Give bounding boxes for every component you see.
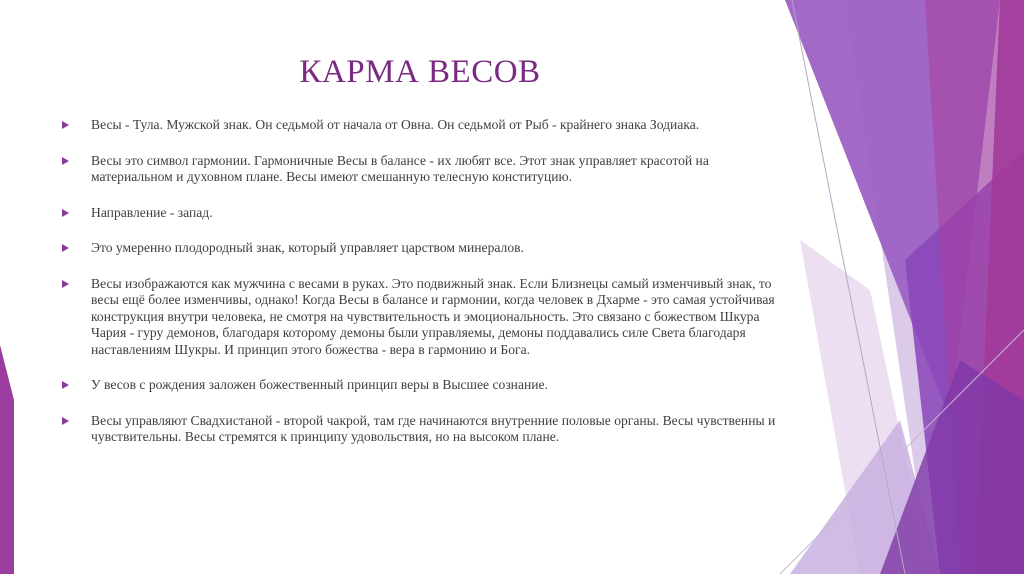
- triangle-bullet-icon: [62, 244, 69, 252]
- triangle-bullet-icon: [62, 381, 69, 389]
- bullet-text: Весы это символ гармонии. Гармоничные Весы в балансе - их любят все. Этот знак управляет красотой на материальном и духовном плане. Весы имеют смешанную телесную конституцию.: [91, 152, 709, 184]
- triangle-bullet-icon: [62, 280, 69, 288]
- slide-title: КАРМА ВЕСОВ: [299, 54, 541, 90]
- bullet-item: [62, 153, 782, 186]
- bullet-text: Это умеренно плодородный знак, который управляет царством минералов.: [91, 240, 524, 255]
- bullet-item: [62, 117, 782, 134]
- bullet-text: Весы управляют Свадхистаной - второй чакрой, там где начинаются внутренние половые органы. Весы чувственны и чувствительны. Весы стремятся к принципу удовольствия, но на высоком плане.: [91, 412, 776, 444]
- bullet-item: [62, 377, 782, 394]
- bullet-item: [62, 240, 782, 257]
- triangle-bullet-icon: [62, 417, 69, 425]
- bullet-text: Направление - запад.: [91, 204, 213, 220]
- bullet-item: [62, 205, 782, 222]
- triangle-bullet-icon: [62, 209, 69, 217]
- bullet-list: [62, 117, 782, 465]
- bullet-item: [62, 413, 782, 446]
- triangle-bullet-icon: [62, 121, 69, 129]
- triangle-bullet-icon: [62, 157, 69, 165]
- bullet-text: Весы изображаются как мужчина с весами в руках. Это подвижный знак. Если Близнецы самый изменчивый знак, то весы ещё более изменчивы, однако! Когда Весы в балансе и гармонии, когда человек в Дхарме - это самая устойчивая конструкция внутри человека, не смотря на чувствительность и эмоциональность. Это связано с божеством Шкура Чария - гуру демонов, благодаря которому демоны были управляемы, демоны поддавались силе Света благодаря наставлениям Шукры. И принцип этого божества - вера в гармонию и Бога.: [91, 275, 775, 357]
- bullet-item: [62, 276, 782, 359]
- left-edge-triangle: [0, 345, 14, 574]
- bullet-text: У весов с рождения заложен божественный принцип веры в Высшее сознание.: [91, 377, 548, 392]
- bullet-text: Весы - Тула. Мужской знак. Он седьмой от начала от Овна. Он седьмой от Рыб - крайнего знака Зодиака.: [91, 117, 700, 132]
